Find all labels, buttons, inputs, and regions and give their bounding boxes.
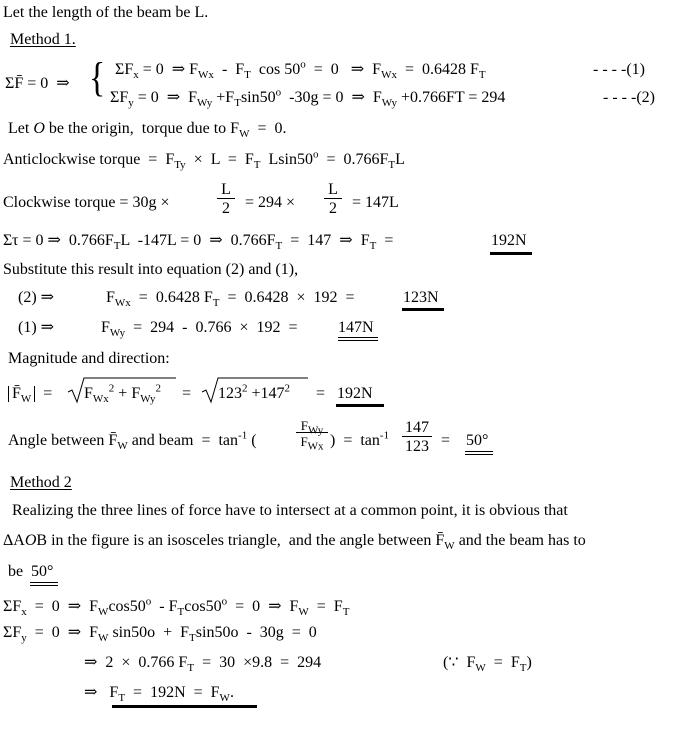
method2-equation-3-note: (∵ $F_W = F_T$) bbox=[443, 654, 532, 675]
clockwise-torque-post: = 147L bbox=[352, 194, 399, 211]
sqrt-content-2: $123^2 +147^2$ bbox=[218, 382, 291, 402]
origin-statement: Let O be the origin, torque due to $F_W = 0$. bbox=[8, 120, 287, 141]
method2-equation-2: $\Sigma F_y = 0$ ⇒ $F_W$ $\sin 50o + F_T\sin 50o - 30g = 0$ bbox=[3, 624, 317, 645]
magnitude-equation: $F̄_W$ = bbox=[8, 386, 56, 402]
fraction-denominator: 2 bbox=[324, 198, 342, 217]
angle-double-underline-b bbox=[465, 454, 493, 455]
sub1-label: (1) ⇒ bbox=[18, 319, 55, 336]
method2-paragraph-1: Realizing the three lines of force have to intersect at a common point, it is obvious that bbox=[12, 502, 568, 519]
fraction-l-over-2-a bbox=[217, 182, 235, 217]
magnitude-result-underline bbox=[336, 404, 384, 407]
fraction-numerator: $F_{Wy}$ bbox=[300, 418, 324, 437]
clockwise-torque-pre: Clockwise torque = 30g × bbox=[3, 194, 170, 211]
sum-force-label: ΣF̄ = 0 ⇒ bbox=[5, 75, 70, 92]
equation-x: $\Sigma F_x = 0$ ⇒ $F_{Wx} - F_T$ cos 50$^o$ = 0 ⇒ $F_{Wx} = 0.6428$ $F_T$ bbox=[115, 58, 486, 82]
method2-equation-3: ⇒ 2 × 0.766 $F_T = 30 \times 9.8 = 294$ bbox=[84, 654, 322, 675]
substitute-text: Substitute this result into equation (2) and (1), bbox=[3, 261, 299, 278]
intro-text: Let the length of the beam be L. bbox=[3, 4, 209, 21]
method2-paragraph-3-pre: be bbox=[8, 563, 24, 580]
final-result-underline bbox=[112, 705, 257, 708]
equation-y-tag: - - - -(2) bbox=[603, 89, 655, 106]
clockwise-torque-mid: = 294 × bbox=[245, 194, 296, 211]
para3-double-underline-a bbox=[30, 582, 58, 583]
method2-equation-1: $\Sigma F_x = 0$ ⇒ $F_W\cos 50^o - F_T\cos 50^o = 0$ ⇒ $F_W = F_T$ bbox=[3, 595, 350, 619]
ft-result-underline bbox=[490, 252, 532, 255]
fraction-numerator: 147 bbox=[405, 419, 429, 436]
sub1-double-underline-a bbox=[338, 337, 378, 338]
angle-fraction-numeric bbox=[402, 420, 432, 455]
fraction-denominator: 2 bbox=[217, 198, 235, 217]
sqrt-content-1: $F_{Wx}^2 + F_{Wy}^2$ bbox=[84, 382, 161, 406]
method2-paragraph-3-value: 50° bbox=[31, 563, 54, 580]
fraction-numerator: L bbox=[221, 181, 231, 198]
sub2-expression: $F_{Wx} = 0.6428$ $F_T = 0.6428 \times 192$ = bbox=[106, 289, 355, 310]
magnitude-result: 192N bbox=[337, 385, 373, 402]
magnitude-heading: Magnitude and direction: bbox=[8, 350, 170, 367]
sub2-result-underline bbox=[402, 308, 444, 311]
angle-eq2: ) = $\tan^{-1}$ bbox=[330, 429, 390, 449]
method2-equation-4: ⇒ $F_T = 192N = F_W$. bbox=[84, 684, 234, 705]
fraction-l-over-2-b bbox=[324, 182, 342, 217]
fraction-numerator: L bbox=[328, 181, 338, 198]
equation-y: $\Sigma F_y = 0$ ⇒ $F_{Wy} +F_T\sin 50^o$ -30g = 0 ⇒ $F_{Wy} +0.766FT = 294$ bbox=[110, 86, 506, 110]
equals-sign: = bbox=[182, 385, 192, 402]
brace-symbol: { bbox=[89, 56, 106, 101]
anticlockwise-torque: Anticlockwise torque = $F_{Ty} \times L = F_T$ $Lsin50^o = 0.766F_TL$ bbox=[3, 148, 405, 172]
torque-balance: Στ = 0 ⇒ $0.766F_TL$ -147L = 0 ⇒ $0.766F_T = 147$ ⇒ $F_T$ = bbox=[3, 232, 394, 253]
sub1-double-underline-b bbox=[338, 340, 378, 341]
sub1-result: 147N bbox=[338, 319, 374, 336]
method2-paragraph-2: ΔAOB in the figure is an isosceles triangle, and the angle between $F̄_W$ and the beam has to bbox=[3, 532, 586, 553]
fraction-denominator: 123 bbox=[402, 436, 432, 455]
angle-double-underline-a bbox=[465, 451, 493, 452]
equation-x-tag: - - - -(1) bbox=[593, 61, 645, 78]
angle-label: Angle between $F̄_W$ and beam = $\tan^{-1}$ ( bbox=[8, 429, 257, 453]
fraction-denominator: $F_{Wx}$ bbox=[296, 432, 328, 448]
equals-sign: = bbox=[441, 432, 451, 449]
angle-result: 50° bbox=[466, 432, 489, 449]
sub2-result: 123N bbox=[403, 289, 439, 306]
sub1-expression: $F_{Wy} = 294 - 0.766 \times 192$ = bbox=[101, 319, 302, 340]
para3-double-underline-b bbox=[30, 585, 58, 586]
method1-heading: Method 1. bbox=[10, 31, 76, 48]
equals-sign: = bbox=[316, 385, 326, 402]
sub2-label: (2) ⇒ bbox=[18, 289, 55, 306]
method2-heading: Method 2 bbox=[10, 474, 72, 491]
angle-fraction-symbolic bbox=[296, 418, 328, 453]
ft-result: 192N bbox=[491, 232, 527, 249]
